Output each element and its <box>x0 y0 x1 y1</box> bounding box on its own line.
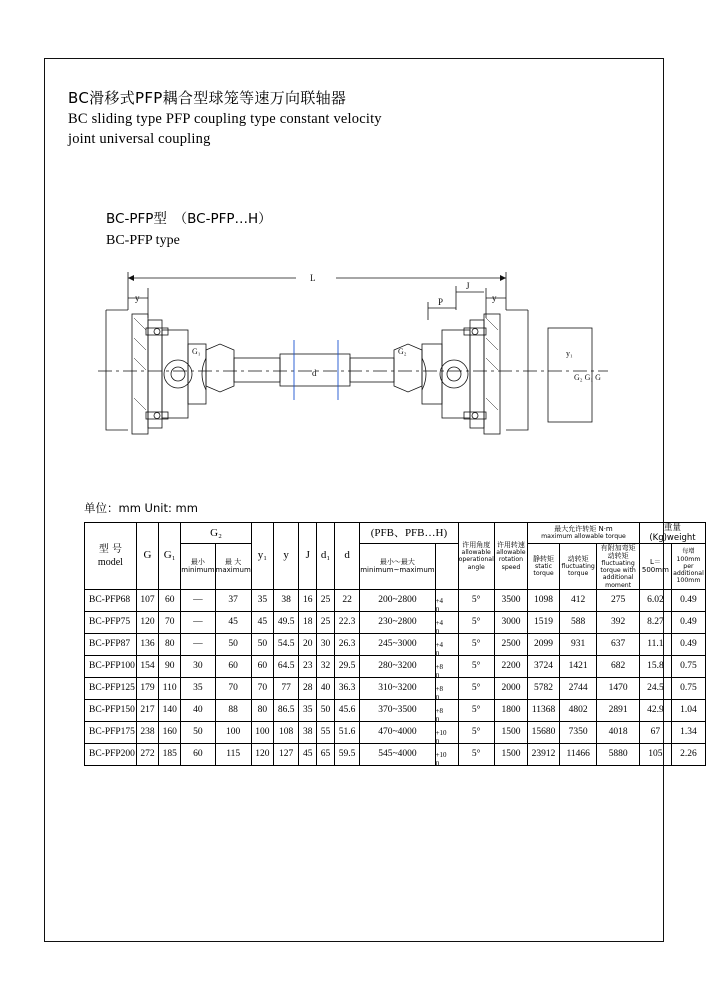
dim-label-P: P <box>438 297 444 307</box>
cell-model: BC-PFP68 <box>85 589 137 611</box>
cell-model: BC-PFP100 <box>85 655 137 677</box>
specification-table <box>84 522 706 769</box>
dim-label-right-stack: G₂ G₁ G <box>574 373 601 382</box>
dim-label-d: d <box>312 368 317 378</box>
th-y: y <box>274 523 299 590</box>
title-english-line2: joint universal coupling <box>68 131 211 147</box>
th-angle: 许用角度 allowable operational angle <box>458 523 494 590</box>
th-G2-max: 最 大 maximum <box>215 544 251 590</box>
th-weight-500: L＝500mm <box>639 544 671 590</box>
th-d1: d₁ <box>317 523 335 590</box>
th-G: G <box>136 523 158 590</box>
th-L-tolerance <box>435 544 458 590</box>
title-chinese: BC滑移式PFP耦合型球笼等速万向联轴器 <box>68 89 347 107</box>
dim-label-G1: G₁ <box>192 347 201 356</box>
table-row: BC-PFP175 238 160 50 100 100 108 38 55 51.6 470~4000 +10 0 5° 1500 15680 7350 4018 67 1.34 <box>85 721 706 743</box>
th-G1: G₁ <box>159 523 181 590</box>
dim-label-y-left: y <box>135 293 140 303</box>
th-G2-min: 最小 minimum <box>181 544 215 590</box>
model-block <box>106 208 272 252</box>
dim-label-y1: y₁ <box>566 349 573 358</box>
title-english-line1: BC sliding type PFP coupling type constant velocity <box>68 111 382 127</box>
cell-model: BC-PFP200 <box>85 743 137 765</box>
dim-label-y-right: y <box>492 293 497 303</box>
th-torque-group: 最大允许转矩 N·m maximum allowable torque <box>528 523 640 544</box>
unit-note: 单位：mm Unit: mm <box>84 501 198 515</box>
dim-label-L: L <box>310 273 316 283</box>
cell-model: BC-PFP125 <box>85 677 137 699</box>
th-y1: y₁ <box>251 523 273 590</box>
table-body <box>85 589 706 769</box>
th-static-torque: 静转矩 static torque <box>528 544 560 590</box>
th-L-range: 最小～最大 minimum~maximum <box>360 544 435 590</box>
model-designation-chinese: BC-PFP型 （BC-PFP…H） <box>106 211 272 227</box>
th-J: J <box>299 523 317 590</box>
th-model: 型 号 model <box>85 523 137 590</box>
th-weight-add: 每增100mm per additional 100mm <box>671 544 705 590</box>
table-row: BC-PFP87 136 80 — 50 50 54.5 20 30 26.3 245~3000 +4 0 5° 2500 2099 931 637 11.1 0.49 <box>85 633 706 655</box>
cell-model: BC-PFP87 <box>85 633 137 655</box>
th-dynamic-torque: 动转矩 fluctuating torque <box>560 544 597 590</box>
dim-label-J: J <box>466 281 470 291</box>
cell-model: BC-PFP175 <box>85 721 137 743</box>
assembly-drawing <box>88 258 618 458</box>
title-block <box>68 88 628 149</box>
th-G2: G₂ <box>181 523 252 544</box>
table-header-row-1 <box>85 523 706 544</box>
table-row: BC-PFP100 154 90 30 60 60 64.5 23 32 29.5 280~3200 +8 0 5° 2200 3724 1421 682 15.8 0.75 <box>85 655 706 677</box>
th-L-group: (PFB、PFB…H) <box>360 523 458 544</box>
th-speed: 许用转速 allowable rotation speed <box>494 523 527 590</box>
table-row: BC-PFP75 120 70 — 45 45 49.5 18 25 22.3 230~2800 +4 0 5° 3000 1519 588 392 8.27 0.49 <box>85 611 706 633</box>
cell-model: BC-PFP75 <box>85 611 137 633</box>
model-designation-english: BC-PFP type <box>106 233 180 248</box>
th-weight-group: 重量 (Kg)weight <box>639 523 705 544</box>
th-dynamic-torque-moment: 有附加弯矩动转矩 fluctuating torque with additional moment <box>597 544 640 590</box>
table-row: BC-PFP200 272 185 60 115 120 127 45 65 59.5 545~4000 +10 0 5° 1500 23912 11466 5880 105 2.26 <box>85 743 706 765</box>
table-row: BC-PFP150 217 140 40 88 80 86.5 35 50 45.6 370~3500 +8 0 5° 1800 11368 4802 2891 42.9 1.04 <box>85 699 706 721</box>
table-row: BC-PFP68 107 60 — 37 35 38 16 25 22 200~2800 +4 0 5° 3500 1098 412 275 6.02 0.49 <box>85 589 706 611</box>
table-row: BC-PFP125 179 110 35 70 70 77 28 40 36.3 310~3200 +8 0 5° 2000 5782 2744 1470 24.5 0.75 <box>85 677 706 699</box>
cell-model: BC-PFP150 <box>85 699 137 721</box>
th-d: d <box>334 523 359 590</box>
dim-label-G2: G₂ <box>398 347 407 356</box>
